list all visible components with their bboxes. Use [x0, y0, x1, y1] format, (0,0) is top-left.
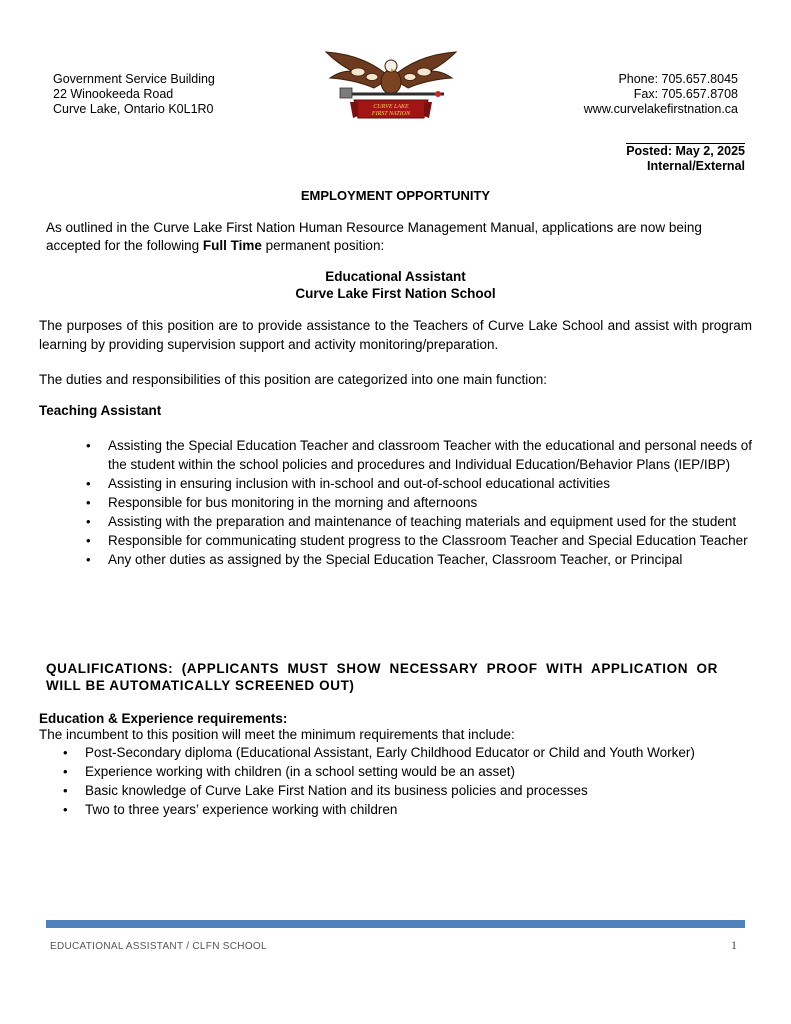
footer-label: EDUCATIONAL ASSISTANT / CLFN SCHOOL	[50, 941, 267, 952]
curve-lake-logo	[320, 44, 462, 124]
list-item: • Assisting with the preparation and maintenance of teaching materials and equipment used for the student	[86, 514, 737, 529]
intro-text: permanent position:	[261, 238, 385, 253]
list-item: • Any other duties as assigned by the Special Education Teacher, Classroom Teacher, or Principal	[86, 552, 683, 567]
requirements-list	[63, 743, 765, 819]
education-heading: Education & Experience requirements:	[39, 711, 288, 726]
bullet-icon: •	[63, 802, 68, 817]
list-item: • Two to three years’ experience working with children	[63, 802, 398, 817]
bullet-icon: •	[63, 764, 68, 779]
bullet-icon: •	[86, 552, 91, 567]
intro-text: As outlined in the Curve Lake First Nation Human Resource Management Manual, applications are now being accepted for the following	[46, 220, 702, 253]
function-title: Teaching Assistant	[39, 403, 162, 418]
bullet-icon: •	[86, 495, 91, 510]
employment-type: Full Time	[202, 238, 262, 253]
organization-address	[53, 72, 215, 117]
footer-divider	[46, 920, 745, 928]
logo-text: CURVE LAKE	[373, 104, 409, 110]
intro-paragraph	[46, 219, 746, 255]
bullet-icon: •	[63, 745, 68, 760]
list-item: • Basic knowledge of Curve Lake First Nation and its business policies and processes	[63, 783, 588, 798]
purpose-paragraph: The purposes of this position are to provide assistance to the Teachers of Curve Lake School and assist with program learning by providing supervision support and activity monitoring/preparation.	[39, 318, 752, 352]
logo-text: FIRST NATION	[371, 111, 411, 117]
bullet-icon: •	[86, 476, 91, 491]
list-item: • Experience working with children (in a school setting would be an asset)	[63, 764, 515, 779]
fax-number: Fax: 705.657.8708	[633, 87, 738, 101]
education-intro: The incumbent to this position will meet the minimum requirements that include:	[39, 727, 515, 742]
posting-scope: Internal/External	[647, 159, 745, 173]
list-item: • Assisting the Special Education Teacher and classroom Teacher with the educational and personal needs of the student within the school policies and procedures and Individual Education/Behavior Plans (IEP/IBP)	[86, 438, 752, 472]
bullet-icon: •	[86, 514, 91, 529]
duties-intro: The duties and responsibilities of this position are categorized into one main function:	[39, 372, 548, 387]
list-item: • Assisting in ensuring inclusion with in-school and out-of-school educational activities	[86, 476, 611, 491]
bullet-icon: •	[86, 438, 91, 453]
bullet-icon: •	[63, 783, 68, 798]
position-block	[0, 268, 791, 302]
list-item: • Responsible for communicating student progress to the Classroom Teacher and Special Education Teacher	[86, 533, 748, 548]
position-location: Curve Lake First Nation School	[295, 286, 496, 301]
duties-list	[86, 436, 752, 569]
page-number: 1	[731, 938, 737, 952]
bullet-icon: •	[86, 533, 91, 548]
qualifications-heading: QUALIFICATIONS: (APPLICANTS MUST SHOW NECESSARY PROOF WITH APPLICATION OR WILL BE AUTOMATICALLY SCREENED OUT)	[46, 661, 718, 693]
website-link[interactable]: www.curvelakefirstnation.ca	[583, 102, 738, 116]
posting-info	[626, 143, 745, 174]
eagle-logo-icon	[320, 44, 462, 124]
list-item: • Post-Secondary diploma (Educational Assistant, Early Childhood Educator or Child and Youth Worker)	[63, 745, 695, 760]
document-title: EMPLOYMENT OPPORTUNITY	[300, 188, 491, 203]
address-line: 22 Winookeeda Road	[53, 87, 174, 101]
phone-number: Phone: 705.657.8045	[618, 72, 738, 86]
posted-date: Posted: May 2, 2025	[626, 144, 745, 158]
organization-contact	[584, 72, 738, 117]
address-line: Government Service Building	[53, 72, 215, 86]
position-title: Educational Assistant	[325, 269, 466, 284]
address-line: Curve Lake, Ontario K0L1R0	[53, 102, 214, 116]
list-item: • Responsible for bus monitoring in the morning and afternoons	[86, 495, 478, 510]
